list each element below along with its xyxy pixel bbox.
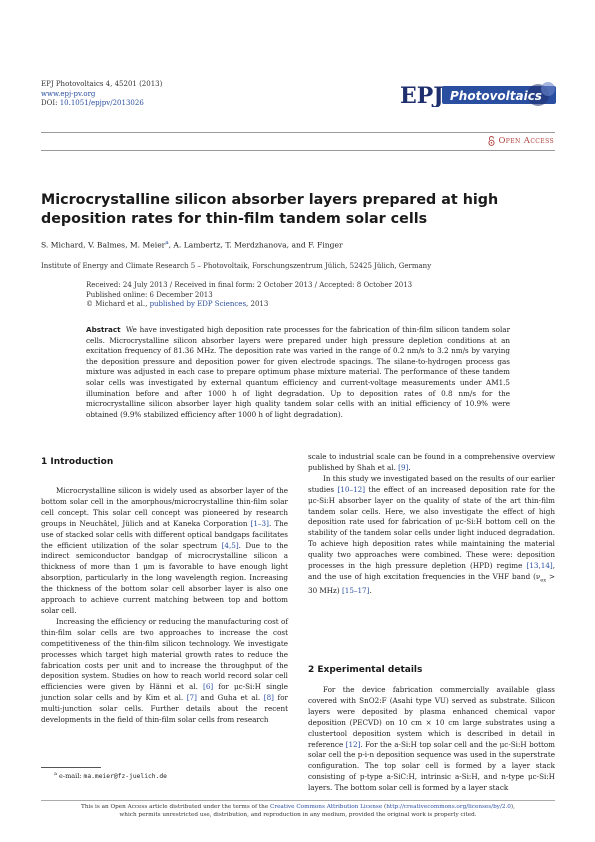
abstract-heading: Abstract [86, 325, 121, 334]
intro-paragraph-2-cont: scale to industrial scale can be found in a comprehensive overview published by Shah et al. [9]. [308, 452, 555, 472]
author-footnote-mark[interactable]: a [165, 240, 169, 246]
abstract [86, 325, 510, 420]
license-rule [41, 800, 555, 801]
cc-license-url[interactable]: http://creativecommons.org/licenses/by/2.0 [386, 804, 511, 810]
citation-link[interactable]: [12] [345, 739, 361, 749]
citation-link[interactable]: [6] [203, 682, 214, 692]
open-access-badge [488, 136, 554, 146]
citation-link[interactable]: [1–3] [250, 518, 269, 528]
license-line-2: which permits unrestricted use, distribution, and reproduction in any medium, provided the original work is properly cited. [119, 812, 477, 819]
open-access-label: Open Access [498, 136, 554, 146]
publisher-link[interactable]: published by EDP Sciences [149, 300, 247, 308]
journal-meta [41, 80, 162, 109]
footnote: $^a$ e-mail: ma.meier@fz-juelich.de [54, 771, 167, 781]
citation-link[interactable]: [8] [263, 693, 274, 703]
affiliation: Institute of Energy and Climate Research 5 – Photovoltaik, Forschungszentrum Jülich, 52425 Jülich, Germany [41, 262, 432, 270]
right-column [308, 452, 555, 597]
header-rule [41, 132, 555, 133]
section-2-title: 2 Experimental details [308, 665, 423, 675]
author-email[interactable]: ma.meier@fz-juelich.de [83, 773, 167, 781]
experimental-paragraph-1: For the device fabrication commercially available glass covered with SnO2:F (Asahi type VU) served as substrate. Silicon layers were deposited by plasma enhanced chemical vapor deposition (PECVD) on 10 cm × 10 cm large substrates using a clustertool deposition system which is described in detail in reference [12]. For the a-Si:H top solar cell and the μc-Si:H bottom solar cell the p-i-n deposition sequence was used in the superstrate configuration. The top solar cell is formed by a layer stack consisting of p-type a-SiC:H, intrinsic a-Si:H, and n-type μc-Si:H layers. The bottom solar cell is formed by a layer stack [308, 685, 555, 793]
doi-line: DOI: 10.1051/epjpv/2013026 [41, 99, 144, 107]
copyright-line: © Michard et al., published by EDP Sciences, 2013 [86, 300, 269, 308]
license-notice [41, 803, 555, 819]
journal-citation: EPJ Photovoltaics 4, 45201 (2013) [41, 80, 163, 88]
intro-paragraph-3: In this study we investigated based on the results of our earlier studies [10–12] the effect of an increased deposition rate for the μc-Si:H absorber layer on the quality of state of the art thin-film tandem solar cells. Here, we also investigate the effect of high deposition rate used for fabrication of μc-Si:H bottom cell on the stability of the tandem solar cells under light induced degradation. To achieve high deposition rates while maintaining the material quality two approaches were combined. These were: deposition processes in the high pressure depletion (HPD) regime [13,14], and the use of high excitation frequencies in the VHF band ($\nu_{ex} > 30$ MHz) [15–17]. [308, 473, 555, 596]
license-line-1: This is an Open Access article distributed under the terms of the Creative Commons Attribution License (http://creativecommons.org/licenses/by/2.0), [81, 804, 515, 810]
logo-photovoltaics-text: Photovoltaics [450, 89, 542, 103]
citation-link[interactable]: [9] [398, 462, 409, 472]
citation-link[interactable]: [4,5] [221, 540, 239, 550]
intro-paragraph-2: Increasing the efficiency or reducing the manufacturing cost of thin-film solar cells are two approaches to increase the cost competitiveness of the thin-film silicon technology. We investigate processes which target high material growth rates to reduce the fabrication costs per unit and to increase the throughput of the deposition system. Studies on how to reach world record solar cell efficiencies were given by Hänni et al. [6] for μc-Si:H single junction solar cells and by Kim et al. [7] and Guha et al. [8] for multi-junction solar cells. Further details about the recent developments in the field of thin-film solar cells from research [41, 616, 288, 725]
footnote-rule [41, 767, 101, 768]
published-date: Published online: 6 December 2013 [86, 290, 213, 299]
open-access-rule [41, 150, 555, 151]
logo-sun-small-icon [541, 82, 555, 96]
section-1-title: 1 Introduction [41, 457, 114, 467]
citation-link[interactable]: [13,14] [526, 561, 553, 571]
footnote-mark: a [54, 771, 57, 777]
received-dates: Received: 24 July 2013 / Received in final form: 2 October 2013 / Accepted: 8 October 2013 [86, 281, 413, 289]
citation-link[interactable]: [15–17] [341, 586, 370, 596]
right-column-section-2 [308, 685, 555, 794]
author-list: S. Michard, V. Balmes, M. Meier$^a$, A. Lambertz, T. Merdzhanova, and F. Finger [41, 240, 343, 250]
journal-website-link[interactable]: www.epj-pv.org [41, 89, 96, 98]
abstract-text: We have investigated high deposition rate processes for the fabrication of thin-film silicon tandem solar cells. Microcrystalline silicon absorber layers were prepared under high pressure depletion conditions at an excitation frequency of 81.36 MHz. The deposition rate was varied in the range of 0.2 nm/s to 3.2 nm/s by varying the deposition pressure and deposition power for given electrode spacings. The silane-to-hydrogen process gas mixture was adjusted in each case to prepare optimum phase mixture material. The performance of these tandem solar cells was investigated by external quantum efficiency and current-voltage measurements under AM1.5 illumination before and after 1000 h of light degradation. Up to deposition rates of 0.8 nm/s for the microcrystalline silicon absorber layer high quality tandem solar cells with an initial efficiency of 10.9% were obtained (9.9% stabilized efficiency after 1000 h of light degradation). [86, 325, 510, 419]
cc-license-link[interactable]: Creative Commons Attribution License [270, 804, 383, 810]
citation-link[interactable]: [10–12] [337, 484, 366, 494]
intro-paragraph-1: Microcrystalline silicon is widely used as absorber layer of the bottom solar cell in the amorphous/microcrystalline thin-film solar cell concept. This solar cell concept was pioneered by research groups in Neuchâtel, Jülich and at Kaneka Corporation [1–3]. The use of stacked solar cells with different optical bandgaps facilitates the efficient utilization of the solar spectrum [4,5]. Due to the indirect semiconductor bandgap of microcrystalline silicon a thickness of more than 1 μm is favorable to have enough light absorption, particularly in the long wavelength region. Increasing the thickness of the bottom solar cell absorber layer is also one approach to achieve current matching between top and bottom solar cell. [41, 486, 289, 615]
left-column [41, 486, 288, 726]
doi-link[interactable]: 10.1051/epjpv/2013026 [59, 99, 144, 107]
citation-link[interactable]: [7] [186, 693, 197, 703]
epj-photovoltaics-logo [398, 81, 556, 107]
paper-title: Microcrystalline silicon absorber layers prepared at high deposition rates for thin-film tandem solar cells [41, 192, 499, 227]
publication-dates [86, 281, 412, 310]
open-access-lock-icon [488, 136, 495, 146]
logo-epj-text: EPJ [400, 83, 444, 107]
